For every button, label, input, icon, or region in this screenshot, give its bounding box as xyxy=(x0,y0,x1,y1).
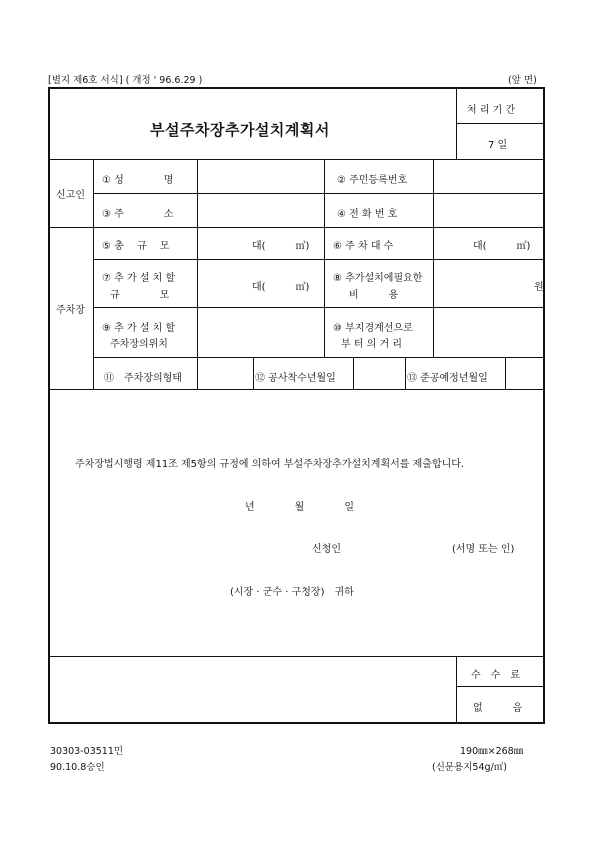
space-count-unit[interactable]: 대( ㎡) xyxy=(473,241,531,252)
divider xyxy=(456,656,457,722)
form-number: [별지 제6호 서식] ( 개정 ' 96.6.29 ) xyxy=(48,75,203,86)
cost-unit[interactable]: 원 xyxy=(534,282,544,293)
name-field[interactable] xyxy=(198,160,324,193)
phone-field[interactable] xyxy=(434,194,543,227)
distance-field[interactable] xyxy=(434,308,543,357)
paper-size: 190㎜×268㎜ xyxy=(460,746,524,757)
date-line[interactable]: 년 월 일 xyxy=(245,502,354,513)
address-label: ③ 주 소 xyxy=(102,209,174,220)
divider xyxy=(50,227,543,228)
start-date-label: ⑫ 공사착수년월일 xyxy=(255,373,336,384)
form-footer-left xyxy=(50,744,123,776)
divider xyxy=(405,357,406,389)
recipient-line: (시장 · 군수 · 구청장) 귀하 xyxy=(230,587,354,598)
name-label: ① 성 명 xyxy=(102,175,174,186)
distance-label-2: 부 터 의 거 리 xyxy=(341,339,403,350)
cost-label: ⑧ 추가설치에필요한 xyxy=(333,273,423,284)
parking-type-field[interactable] xyxy=(198,358,253,389)
total-scale-unit[interactable]: 대( ㎡) xyxy=(252,241,310,252)
processing-period-value: 7 일 xyxy=(488,140,508,151)
rrn-label: ② 주민등록번호 xyxy=(337,175,408,186)
divider xyxy=(93,259,543,260)
fee-label: 수 수 료 xyxy=(471,670,520,681)
form-title: 부설주차장추가설치계획서 xyxy=(150,121,330,139)
location-field[interactable] xyxy=(198,308,324,357)
form-code: 30303-03511민 xyxy=(50,746,124,757)
parking-plan-form xyxy=(48,87,545,724)
distance-label: ⑩ 부지경계선으로 xyxy=(333,323,413,334)
approval-date: 90.10.8승인 xyxy=(50,762,105,773)
submission-statement: 주차장법시행령 제11조 제5항의 규정에 의하여 부설주차장추가설치계획서를 제출합니다. xyxy=(75,459,465,470)
divider xyxy=(50,656,543,657)
divider xyxy=(253,357,254,389)
location-label: ⑨ 추 가 설 치 할 xyxy=(102,323,176,334)
applicant-signature-label: 신청인 xyxy=(312,544,341,555)
total-scale-label: ⑤ 총 규 모 xyxy=(102,241,170,252)
signature-placeholder[interactable]: (서명 또는 인) xyxy=(452,544,515,555)
divider xyxy=(456,686,543,687)
add-scale-unit[interactable]: 대( ㎡) xyxy=(252,282,310,293)
divider xyxy=(456,123,543,124)
start-date-field[interactable] xyxy=(354,358,405,389)
fee-value: 없 음 xyxy=(473,703,523,714)
divider xyxy=(93,357,543,358)
applicant-section-label: 신고인 xyxy=(56,190,85,201)
location-label-2: 주차장의위치 xyxy=(110,339,168,350)
parking-type-label: ⑪ 주차장의형태 xyxy=(104,373,182,384)
divider xyxy=(324,159,325,357)
add-scale-label: ⑦ 추 가 설 치 할 xyxy=(102,273,176,284)
phone-label: ④ 전 화 번 호 xyxy=(337,209,398,220)
divider xyxy=(50,389,543,390)
page-side-label: (앞 면) xyxy=(508,75,537,86)
space-count-label: ⑥ 주 차 대 수 xyxy=(333,241,394,252)
finish-date-field[interactable] xyxy=(506,358,543,389)
divider xyxy=(93,159,94,389)
paper-type: (신문용지54g/㎡) xyxy=(432,762,507,773)
cost-label-2: 비 용 xyxy=(349,290,399,301)
processing-period-label: 처 리 기 간 xyxy=(467,105,516,116)
form-footer-right xyxy=(432,744,523,776)
add-scale-label-2: 규 모 xyxy=(110,290,170,301)
finish-date-label: ⑬ 준공예정년월일 xyxy=(407,373,488,384)
rrn-field[interactable] xyxy=(434,160,543,193)
address-field[interactable] xyxy=(198,194,324,227)
parking-section-label: 주차장 xyxy=(56,305,85,316)
divider xyxy=(456,89,457,159)
